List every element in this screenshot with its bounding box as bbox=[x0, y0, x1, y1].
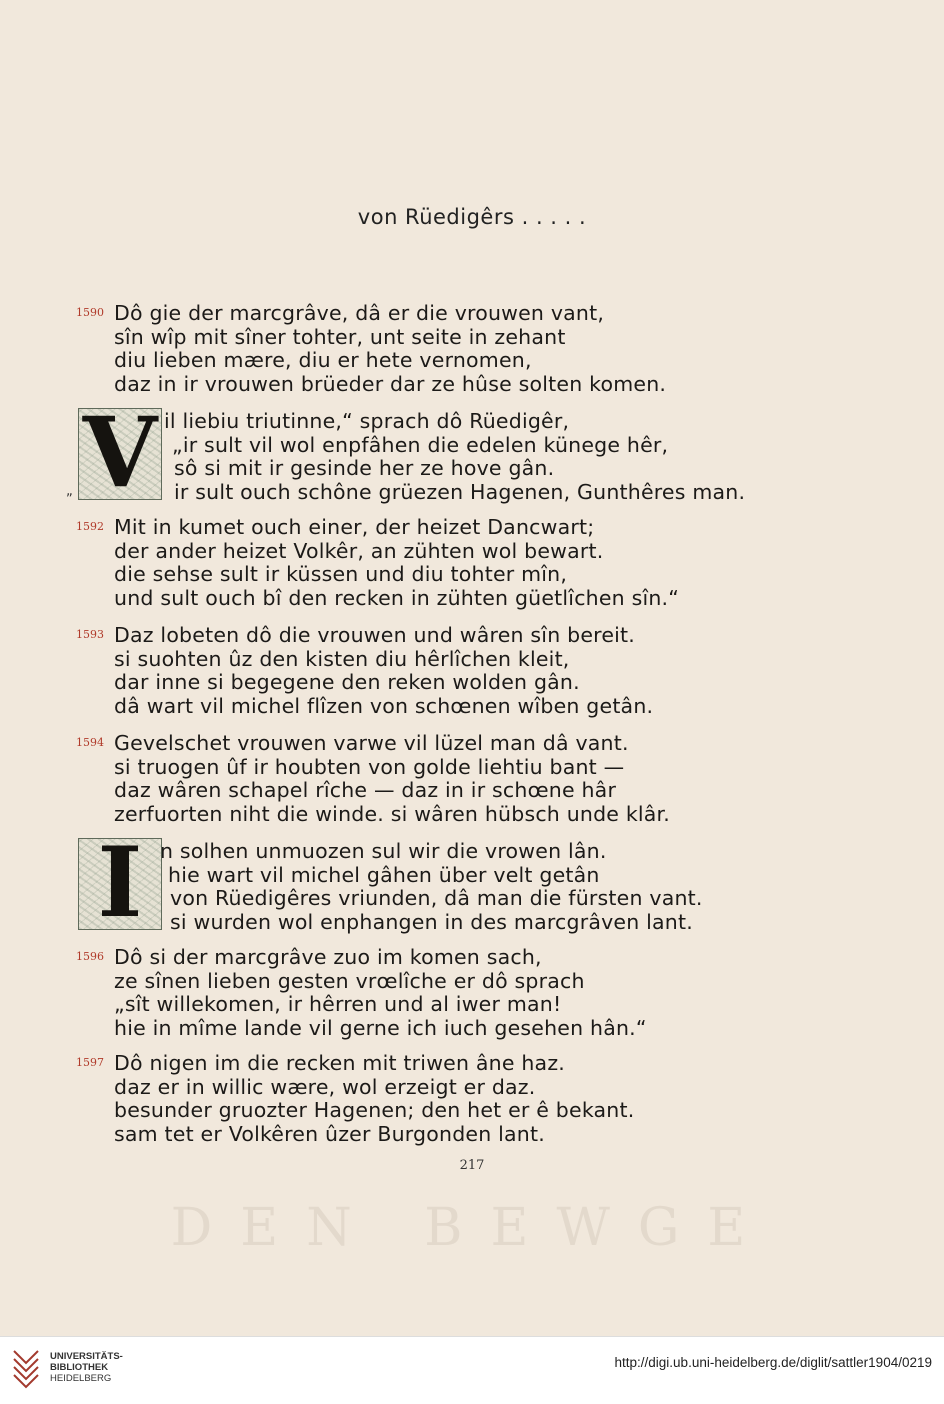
verse-line: daz in ir vrouwen brüeder dar ze hûse solten komen. bbox=[114, 371, 667, 396]
verse-line: sam tet er Volkêren ûzer Burgonden lant. bbox=[114, 1121, 545, 1146]
embossed-watermark: DEN BEWGE bbox=[170, 1198, 774, 1258]
stanza-1592 bbox=[114, 516, 679, 610]
page-number: 217 bbox=[459, 1158, 485, 1173]
verse-line: Gevelschet vrouwen varwe vil lüzel man dâ vant. bbox=[114, 731, 629, 755]
verse-line: Daz lobeten dô die vrouwen und wâren sîn bereit. bbox=[114, 623, 635, 647]
verse-number: 1597 bbox=[76, 1056, 104, 1069]
verse-line: zerfuorten niht die winde. si wâren hübsch unde klâr. bbox=[114, 801, 671, 826]
verse-line: besunder gruozter Hagenen; den het er ê bekant. bbox=[114, 1098, 635, 1122]
verse-line: hie wart vil michel gâhen über velt getân bbox=[168, 862, 600, 887]
verse-line: si truogen ûf ir houbten von golde liehtiu bant — bbox=[114, 754, 625, 779]
library-name-line: BIBLIOTHEK bbox=[50, 1362, 109, 1373]
library-name-line: UNIVERSITÄTS- bbox=[50, 1351, 123, 1362]
verse-line: daz er in willic wære, wol erzeigt er daz. bbox=[114, 1074, 536, 1099]
initial-letter: I bbox=[97, 838, 143, 930]
verse-number: 1592 bbox=[76, 520, 104, 533]
verse-line: Dô nigen im die recken mit triwen âne haz. bbox=[114, 1051, 565, 1075]
verse-number: 1590 bbox=[76, 306, 104, 319]
verse-line: diu lieben mære, diu er hete vernomen, bbox=[114, 348, 532, 372]
stanza-1596 bbox=[114, 946, 647, 1040]
stanza-1597 bbox=[114, 1052, 634, 1146]
verse-line: sîn wîp mit sîner tohter, unt seite in zehant bbox=[114, 324, 566, 349]
stanza-1590 bbox=[114, 302, 666, 396]
stanza-1595 bbox=[160, 839, 703, 934]
verse-line: „ir sult vil wol enpfâhen die edelen künege hêr, bbox=[172, 432, 669, 457]
verse-line: Dô gie der marcgrâve, dâ er die vrouwen vant, bbox=[114, 301, 605, 325]
verse-line: sô si mit ir gesinde her ze hove gân. bbox=[174, 456, 555, 480]
decorated-initial-i bbox=[78, 838, 162, 930]
verse-line: dâ wart vil michel flîzen von schœnen wîben getân. bbox=[114, 693, 654, 718]
stanza-1593 bbox=[114, 624, 653, 718]
library-name-line: HEIDELBERG bbox=[50, 1373, 112, 1384]
verse-number: 1596 bbox=[76, 950, 104, 963]
verse-line: ir sult ouch schône grüezen Hagenen, Gunthêres man. bbox=[174, 479, 746, 504]
decorated-initial-v bbox=[78, 408, 162, 500]
verse-line: si wurden wol enphangen in des marcgrâven lant. bbox=[170, 909, 693, 934]
verse-line: ze sînen lieben gesten vrœlîche er dô sprach bbox=[114, 968, 585, 993]
stanza-1594 bbox=[114, 732, 670, 826]
verse-line: si suohten ûz den kisten diu hêrlîchen kleit, bbox=[114, 646, 570, 671]
verse-line: und sult ouch bî den recken in zühten güetlîchen sîn.“ bbox=[114, 585, 680, 610]
verse-line: „sît willekomen, ir hêrren und al iwer man! bbox=[114, 992, 562, 1016]
verse-number: 1593 bbox=[76, 628, 104, 641]
library-name bbox=[50, 1351, 123, 1384]
verse-line: von Rüedigêres vriunden, dâ man die fürsten vant. bbox=[170, 886, 703, 910]
page-heading: von Rüedigêrs . . . . . bbox=[357, 205, 587, 229]
source-url-link[interactable]: http://digi.ub.uni-heidelberg.de/diglit/sattler1904/0219 bbox=[614, 1355, 932, 1370]
library-logo-icon bbox=[10, 1345, 42, 1393]
initial-letter: V bbox=[82, 408, 158, 500]
verse-line: dar inne si begegene den reken wolden gân. bbox=[114, 670, 580, 694]
verse-line: Mit in kumet ouch einer, der heizet Dancwart; bbox=[114, 515, 595, 539]
library-footer bbox=[0, 1336, 944, 1404]
verse-line: hie in mîme lande vil gerne ich iuch gesehen hân.“ bbox=[114, 1015, 647, 1040]
verse-line: il liebiu triutinne,“ sprach dô Rüedigêr, bbox=[164, 409, 570, 433]
opening-quote-mark: „ bbox=[66, 484, 73, 499]
verse-line: der ander heizet Volkêr, an zühten wol bewart. bbox=[114, 538, 604, 563]
verse-line: daz wâren schapel rîche — daz in ir schœne hâr bbox=[114, 778, 617, 802]
verse-line: die sehse sult ir küssen und diu tohter mîn, bbox=[114, 562, 568, 586]
stanza-1591 bbox=[166, 410, 745, 504]
verse-line: n solhen unmuozen sul wir die vrowen lân. bbox=[160, 839, 607, 863]
verse-line: Dô si der marcgrâve zuo im komen sach, bbox=[114, 945, 542, 969]
verse-number: 1594 bbox=[76, 736, 104, 749]
